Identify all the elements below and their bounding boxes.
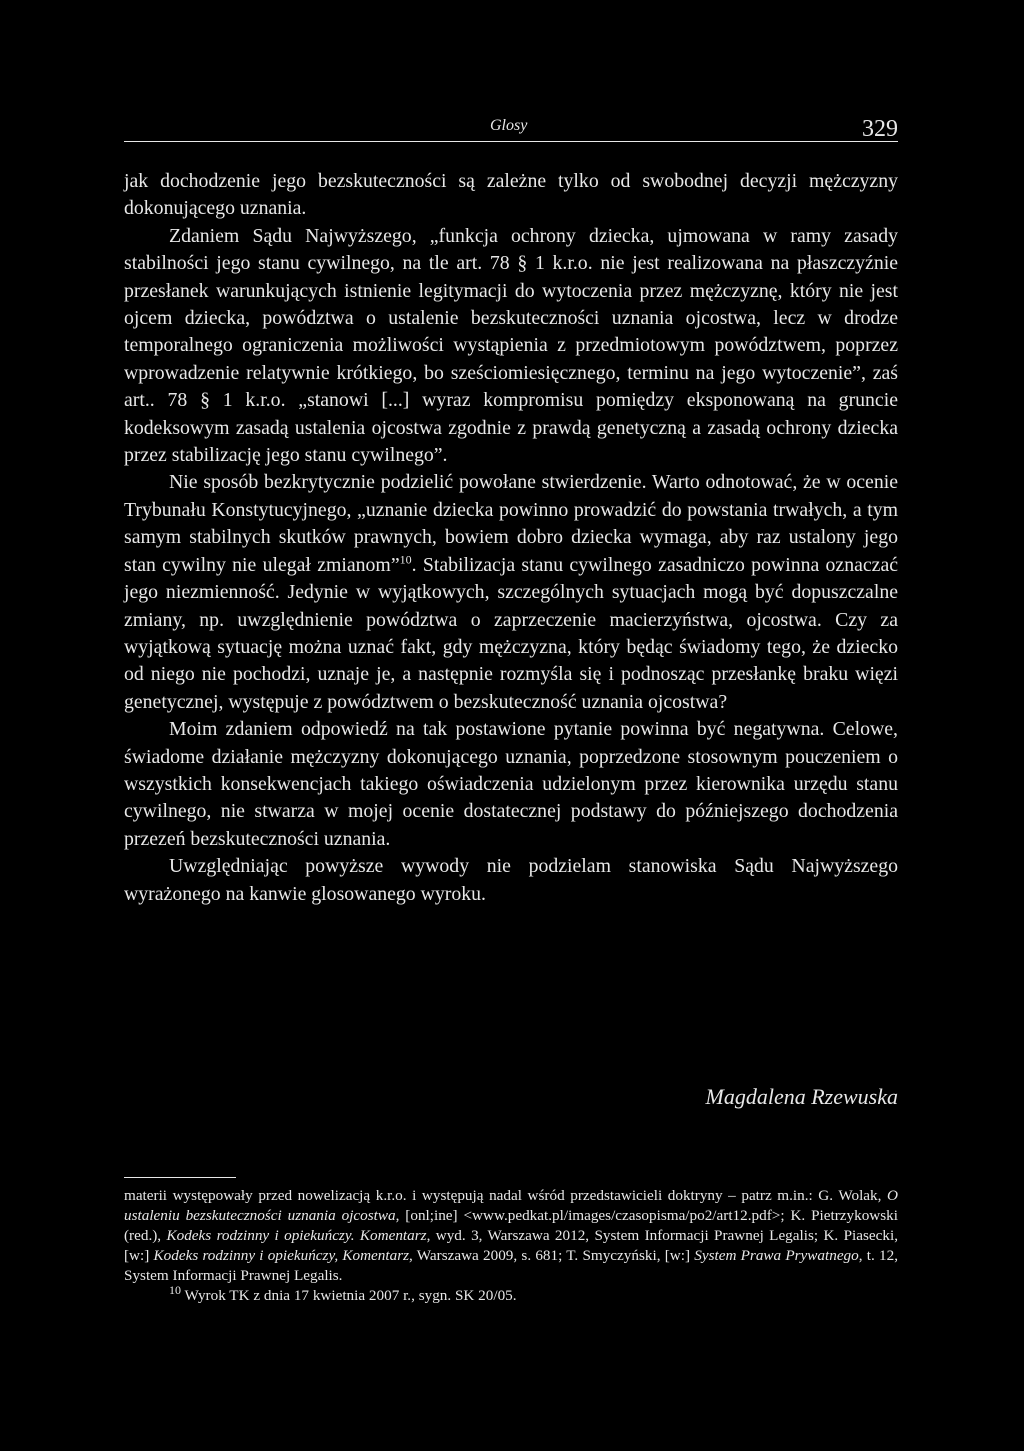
footnotes: [124, 1186, 898, 1305]
page-number: 329: [862, 116, 898, 142]
running-header: [124, 117, 898, 143]
paragraph: jak dochodzenie jego bezskuteczności są zależne tylko od swobodnej decyzji mężczyzny dokonującego uznania.: [124, 170, 898, 220]
body-text: [124, 168, 898, 908]
citation-title: Kodeks rodzinny i opiekuńczy, Komentarz: [153, 1246, 410, 1264]
footnote-text: materii występowały przed nowelizacją k.r.o. i występują nadal wśród przedstawicieli doktryny – patrz m.in.: G. Wolak,: [124, 1187, 888, 1204]
header-rule: [124, 141, 898, 142]
citation-title: System Prawa Prywatnego: [694, 1246, 859, 1264]
footnote-text: , wyd. 3, Warszawa 2012, System Informacji Prawnej Legalis; K. Piasecki, [w:]: [124, 1226, 899, 1264]
running-title: Glosy: [490, 117, 528, 134]
paragraph: Moim zdaniem odpowiedź na tak postawione pytanie powinna być negatywna. Celowe, świadome działanie mężczyzny dokonującego uznania, poprzedzone stosownym pouczeniem o wszystkich konsekwencjach takiego oświadczenia udzielonym przez kierownika urzędu stanu cywilnego, nie stwarza w mojej ocenie dostatecznej podstawy do późniejszego dochodzenia przezeń bezskuteczności uznania.: [124, 718, 898, 850]
citation-title: O ustaleniu bezskuteczności uznania ojcostwa: [124, 1187, 898, 1224]
citation-title: Kodeks rodzinny i opiekuńczy. Komentarz: [166, 1226, 427, 1244]
paragraph: [124, 469, 898, 716]
footnote-text: , [onl;ine] <www.pedkat.pl/images/czasopisma/po2/art12.pdf>; K. Pietrzykowski (red.),: [124, 1206, 898, 1244]
paragraph: Uwzględniając powyższe wywody nie podzielam stanowiska Sądu Najwyższego wyrażonego na kanwie glosowanego wyroku.: [124, 855, 898, 905]
author-signature: Magdalena Rzewuska: [705, 1084, 898, 1109]
footnote-number: 10: [169, 1282, 181, 1297]
footnote-text: , Warszawa 2009, s. 681; T. Smyczyński, [w:]: [409, 1246, 695, 1264]
paragraph-text: Nie sposób bezkrytycznie podzielić powołane stwierdzenie. Warto odnotować, że w ocenie Trybunału Konstytucyjnego, „uznanie dziecka powinno prowadzić do powstania trwałych, a tym samym stabilnych skutków prawnych, bowiem dobro dziecka wymaga, aby raz ustalony jego stan cywilny nie ulegał zmianom”: [124, 471, 898, 576]
paragraph: Zdaniem Sądu Najwyższego, „funkcja ochrony dziecka, ujmowana w ramy zasady stabilności jego stanu cywilnego, na tle art. 78 § 1 k.r.o. nie jest realizowana na płaszczyźnie przesłanek warunkujących istnienie legitymacji do wytoczenia przez mężczyznę, który nie jest ojcem dziecka, powództwa o ustalenie bezskuteczności uznania ojcostwa, lecz w drodze temporalnego ograniczenia możliwości wystąpienia z przedmiotowym powództwem, poprzez wprowadzenie relatywnie krótkiego, bo sześciomiesięcznego, terminu na jego wytoczenie”, zaś art.. 78 § 1 k.r.o. „stanowi [...] wyraz kompromisu pomiędzy eksponowaną na gruncie kodeksowym zasadą ustalenia ojcostwa zgodnie z prawdą genetyczną a zasadą ochrony dziecka przez stabilizację jego stanu cywilnego”.: [124, 224, 898, 467]
paragraph-text: . Stabilizacja stanu cywilnego zasadniczo powinna oznaczać jego niezmienność. Jedynie w wyjątkowych, szczególnych sytuacjach mogą być dopuszczalne zmiany, np. uwzględnienie powództwa o zaprzeczenie macierzyństwa, ojcostwa. Czy za wyjątkową sytuację można uznać fakt, gdy mężczyzna, który będąc świadomy tego, że dziecko od niego nie pochodzi, uznaje je, a następnie rozmyśla się i podnosząc przesłankę braku więzi genetycznej, występuje z powództwem o bezskuteczność uznania ojcostwa?: [124, 553, 898, 713]
footnote-text: Wyrok TK z dnia 17 kwietnia 2007 r., sygn. SK 20/05.: [181, 1286, 517, 1304]
footnote-rule: [124, 1177, 236, 1178]
footnote-10: [124, 1282, 898, 1306]
footnote-continued: [124, 1186, 898, 1286]
footnote-text: , t. 12, System Informacji Prawnej Legalis.: [124, 1246, 898, 1284]
footnote-ref[interactable]: 10: [399, 552, 412, 567]
document-page: [124, 0, 898, 1451]
